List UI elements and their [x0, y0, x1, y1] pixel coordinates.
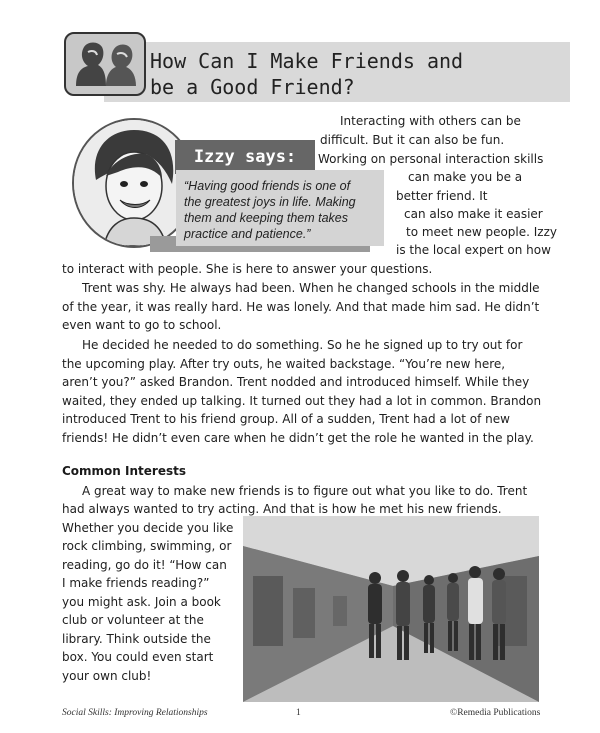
- story-paragraph-2: He decided he needed to do something. So he he signed up to try out for the upcoming play. After try outs, he waited backstage. “You’re new here, aren’t you?” asked Brandon. Trent nodded and introduced himself. While they waited, they ended up talking. It turned out they had a lot in common. Brandon introduced Trent to his friend group. All of a sudden, Trent had a lot of new friends! He didn’t even care when he didn’t get the role he wanted in the play.: [62, 338, 542, 445]
- common-line: library. Think outside the: [62, 632, 211, 646]
- quote-line: practice and patience.”: [184, 227, 311, 241]
- intro-line: Interacting with others can be: [340, 114, 521, 128]
- common-line: box. You could even start: [62, 650, 214, 664]
- students-in-school-hallway-photo: [243, 516, 539, 702]
- quote-line: them and keeping them takes: [184, 211, 348, 225]
- common-line: reading, go do it! “How can: [62, 558, 227, 572]
- page-number: 1: [296, 708, 301, 718]
- story-paragraph-1: Trent was shy. He always had been. When he changed schools in the middle of the year, it was really hard. He was lonely. And that made him sad. He didn’t even want to go to school.: [62, 281, 540, 332]
- quote-line: “Having good friends is one of: [184, 179, 351, 193]
- footer-copyright: ©Remedia Publications: [450, 708, 541, 718]
- intro-line: is the local expert on how: [396, 243, 551, 257]
- intro-line: difficult. But it can also be fun.: [320, 133, 505, 147]
- izzy-says-label: Izzy says:: [175, 140, 315, 174]
- two-friends-icon: [64, 32, 146, 96]
- page-title: [150, 48, 570, 100]
- common-line: you might ask. Join a book: [62, 595, 221, 609]
- intro-line: to interact with people. She is here to answer your questions.: [62, 262, 433, 276]
- common-line: Whether you decide you like: [62, 521, 234, 535]
- intro-line: can also make it easier: [404, 207, 543, 221]
- footer-book-title: Social Skills: Improving Relationships: [62, 708, 208, 718]
- common-line: club or volunteer at the: [62, 613, 204, 627]
- quote-line: the greatest joys in life. Making: [184, 195, 356, 209]
- intro-line: to meet new people. Izzy: [406, 225, 557, 239]
- title-line-1: How Can I Make Friends and: [150, 49, 464, 73]
- common-line: your own club!: [62, 669, 152, 683]
- intro-line: can make you be a: [408, 170, 523, 184]
- common-line: I make friends reading?”: [62, 576, 210, 590]
- intro-line: better friend. It: [396, 189, 488, 203]
- common-line: rock climbing, swimming, or: [62, 539, 232, 553]
- section-heading: Common Interests: [62, 464, 186, 478]
- izzy-quote: [176, 170, 384, 246]
- intro-line: Working on personal interaction skills: [318, 152, 544, 166]
- title-line-2: be a Good Friend?: [150, 75, 355, 99]
- common-line: A great way to make new friends is to figure out what you like to do. Trent: [82, 484, 528, 498]
- common-line: had always wanted to try acting. And that is how he met his new friends.: [62, 502, 502, 516]
